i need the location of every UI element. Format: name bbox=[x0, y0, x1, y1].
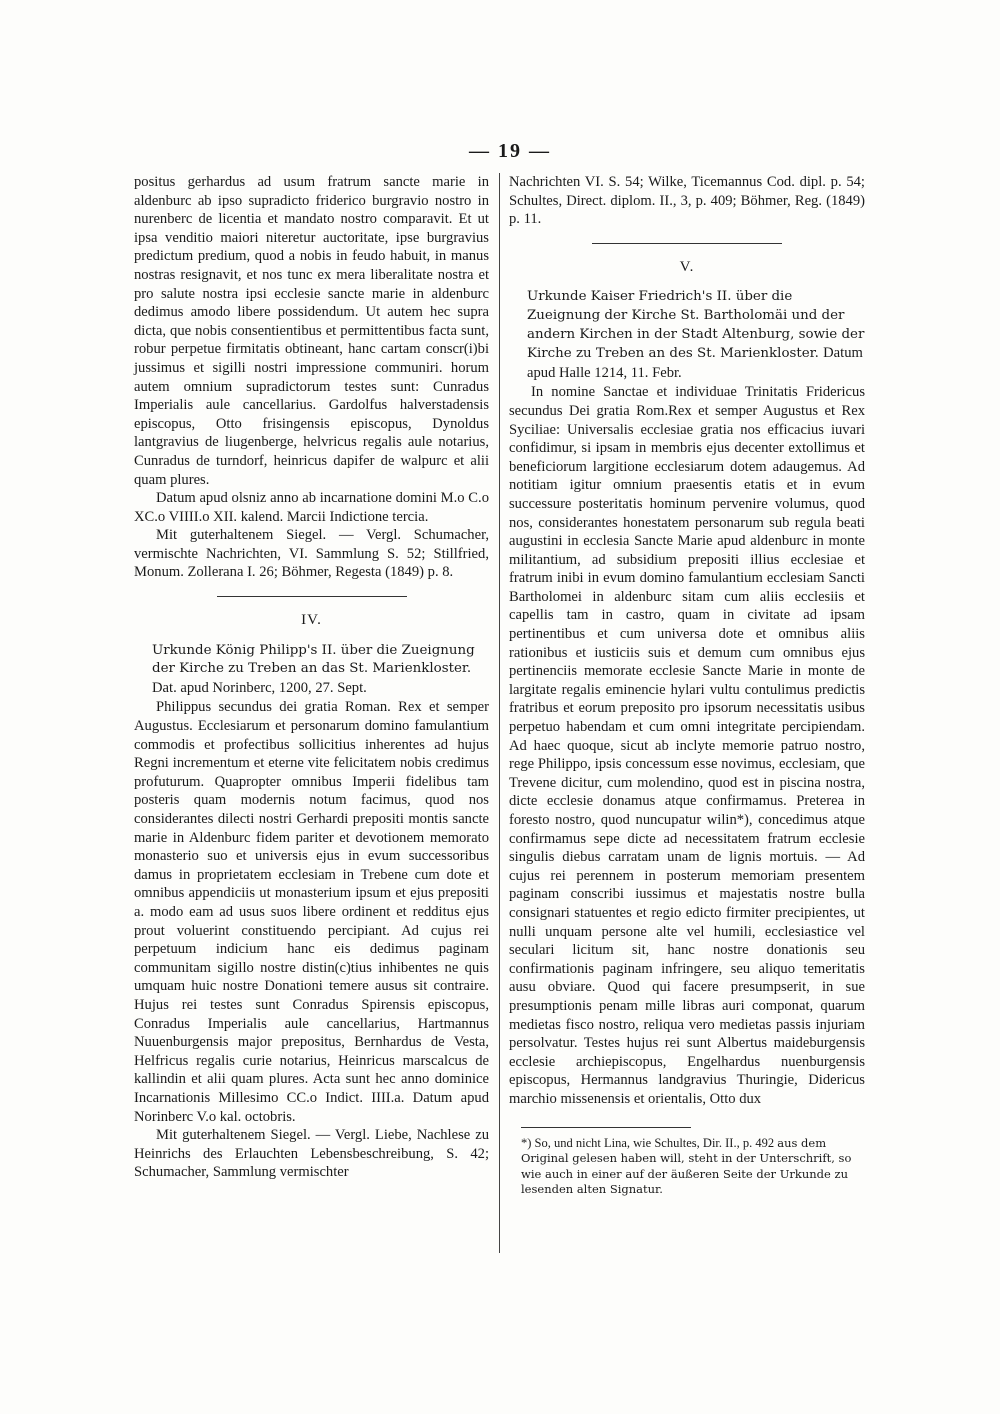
paragraph-references: Nachrichten VI. S. 54; Wilke, Ticemannus Cod. dipl. p. 54; Schultes, Direct. diplom. II., 3, p. 409; Böhmer, Reg. (1849) p. 11. bbox=[509, 174, 865, 228]
document-heading-iv bbox=[134, 642, 489, 699]
column-rule bbox=[499, 173, 500, 1253]
document-heading-german: Urkunde Kaiser Friedrich's II. über die Zueignung der Kirche St. Bartholomäi und der andern Kirchen in der Stadt Altenburg, sowie der Kirche zu Treben an des St. Marienkloster. bbox=[527, 289, 865, 362]
section-heading-v: V. bbox=[679, 258, 695, 275]
section-divider bbox=[217, 596, 407, 597]
left-column bbox=[134, 173, 489, 1182]
document-heading-latin: Dat. apud Norinberc, 1200, 27. Sept. bbox=[152, 679, 367, 696]
footnote-rule bbox=[521, 1127, 691, 1128]
paragraph-charter-iii-end: positus gerhardus ad usum fratrum sancte marie in aldenburc ab ipso supradicto friderico burgravio nostro in nurenberc de licentia et mandato nostro comparavit. Et ut ipsa venditio maiori niteretur auctoritate, ipse burgravius predictum predium, quod a nobis in feudo habuit, in manus nostras resignavit, et nos tunc ex mera liberalitate nostra et pro salute nostra ipsi ecclesie sancte marie in aldenburc dedimus amodo libere possidendum. Ut autem hec supra dicta, que nobis consentientibus et permittentibus facta sunt, robur perpetue firmitatis obtineant, hanc cartam conscr(i)bi jussimus et sigilli nostri impressione communiri. horum autem omnium supradictorum testes sunt: Cunradus Imperialis aule cancellarius. Gardolfus halverstadensis episcopus, Otto frisingensis episcopus, Dynoldus lantgravius de liugenberge, helvricus regalis aule notarius, Cunradus de turndorf, heinricus dapifer de walpurc et alii quam plures. bbox=[134, 174, 489, 488]
section-divider bbox=[592, 243, 782, 244]
document-heading-german: Urkunde König Philipp's II. über die Zueignung der Kirche zu Treben an das St. Marienkloster. bbox=[152, 642, 475, 677]
footnote-continuation: aus dem Original gelesen haben will, steht in der Unterschrift, so wie auch in einer auf der äußeren Seite der Urkunde zu lesenden alten Signatur. bbox=[521, 1135, 852, 1196]
section-heading-iv: IV. bbox=[301, 612, 322, 629]
paragraph-charter-v: In nomine Sanctae et individuae Trinitatis Fridericus secundus Dei gratia Rom.Rex et semper Augustus et Rex Syciliae: Universalis ecclesiae gratia nos efficacius iuvari confidimur, si ipsam in membris ejus decenter extollimus et beneficiorum largitione ecclesiarum dotem adaugemus. Ad notitiam igitur omnium praesentis etatis et in evum successure posteritatis hominum pervenire volumus, quod nos, considerantes honestatem personarum sub regula beati augustini in ecclesia Sancte Marie apud aldenburc in monte militantium, ad subsidium prepositi illius ecclesiae et fratrum inibi in evum domino famulantium ecclesiam Sancti Bartholomei in aldenburc sitam cum aliis ecclesiis et capellis tam in castro, quam in civitate ad ipsam pertinentibus et cum universa dote et omnibus aliis rationibus et iusticiis suis et demum cum omnibus ejus pertinenciis memorate ecclesie Sancte Marie in monte de largitate regalis eminencie hylari vultu contulimus predictis fratribus et eorum preposito pro ipsorum necessitatis usibus perpetuo habendam et cum omni integritate percipiendam. Ad haec quoque, sicut ab inclyte memorie patruo nostro, rege Philippo, ipsis concessum esse novimus, ecclesiam, que Trevene dicitur, cum molendino, quod est in piscina nostra, dicte ecclesie donamus atque confirmamus. Preterea in foresto nostro, quod nuncupatur wilin*), concedimus atque confirmamus sepe dicte ad necessitatem fratrum ecclesie singulis diebus carratam unam de lignis mortuis. — Ad cujus rei perennem in posterum memoriam presentem paginam conscribi iussimus et majestatis nostre bulla consignari statuentes et regio edicto firmiter precipientes, ut nulli unquam persone alte vel humili, ecclesiastice vel seculari licitum sit, hanc nostre donationis seu confirmationis paginam infringere, seu aliquo temeritatis ausu obviare. Quod qui facere presumpserit, in sue presumptionis penam mille libras auri componat, quarum medietas fisco nostro, reliqua vero medietas passis injuriam persolvatur. Testes hujus rei sunt Albertus maideburgensis ecclesie archiepiscopus, Engelhardus nuenburgensis episcopus, Hermannus landgravius Thuringie, Didericus marchio missenensis et orientalis, Otto dux bbox=[509, 384, 865, 1107]
paragraph-seal-note-iv: Mit guterhaltenem Siegel. — Vergl. Liebe, Nachlese zu Heinrichs des Erlauchten Lebensbeschreibung, S. 42; Schumacher, Sammlung vermischter bbox=[134, 1127, 489, 1181]
right-column bbox=[509, 173, 865, 1198]
paragraph-seal-note: Mit guterhaltenem Siegel. — Vergl. Schumacher, vermischte Nachrichten, VI. Sammlung S. 52; Stillfried, Monum. Zollerana I. 26; Böhmer, Regesta (1849) p. 8. bbox=[134, 527, 489, 581]
paragraph-charter-iv: Philippus secundus dei gratia Roman. Rex et semper Augustus. Ecclesiarum et personarum domino famulantium commodis et profectibus sollicitius inherentes ad hujus Regni incrementum et eterne vite felicitatem nobis credimus profuturum. Quapropter omnibus Imperii fidelibus tam posteris quam modernis notum facimus, quod nos considerantes dilecti nostri Gerhardi prepositi montis sancte marie in Aldenburc fidem pariter et devotionem memorato monasterio suo et universis ejus in evum successoribus damus in proprietatem ecclesiam in Trebene cum dote et omnibus appendiciis ut monasterium ipsum et ejus prepositi a. modo eam ad usus suos libere ordinent et redditus ejus prout voluerint constituendo percipiant. Ad cujus rei perpetuum indicium hanc eis dedimus paginam communitam sigillo nostre distin(c)tius inhibentes ne quis umquam huic nostre Donationi temere ausus sit contraire. Hujus rei testes sunt Conradus Spirensis episcopus, Conradus Imperialis aule cancellarius, Hartmannus Nuuenburgensis major prepositus, Bernhardus de Vesta, Helfricus regalis curie notarius, Heinricus marscalcus de kallindin et alii quam plures. Acta sunt hec anno dominice Incarnationis Millesimo CC.o Indict. IIII.a. Datum apud Norinberc V.o kal. octobris. bbox=[134, 699, 489, 1125]
footnote-first-line: *) So, und nicht Lina, wie Schultes, Dir. II., p. 492 bbox=[521, 1135, 775, 1150]
footnote bbox=[509, 1136, 865, 1198]
page-number: — 19 — bbox=[469, 140, 551, 162]
document-heading-v bbox=[509, 288, 865, 383]
paragraph-dating: Datum apud olsniz anno ab incarnatione domini M.o C.o XC.o VIIII.o XII. kalend. Marcii Indictione tercia. bbox=[134, 490, 489, 525]
document-heading-latin: Datum apud Halle 1214, 11. Febr. bbox=[527, 345, 863, 381]
